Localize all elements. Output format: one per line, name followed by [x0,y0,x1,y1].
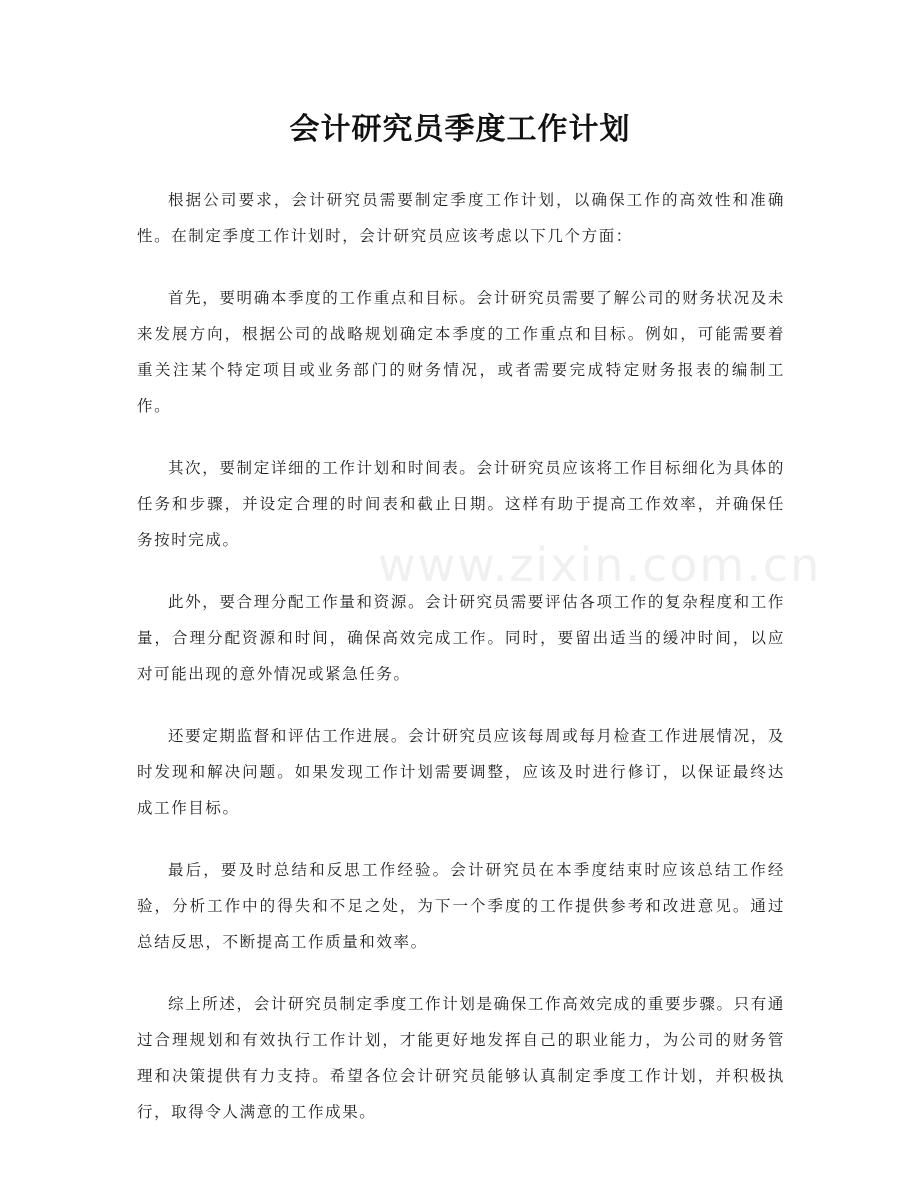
document-body [137,182,785,1156]
watermark: www.zixin.com.cn [378,538,822,592]
page-title: 会计研究员季度工作计划 [289,112,631,147]
paragraph-summary: 综上所述，会计研究员制定季度工作计划是确保工作高效完成的重要步骤。只有通过合理规划和有效执行工作计划，才能更好地发挥自己的职业能力，为公司的财务管理和决策提供有力支持。希望各位会计研究员能够认真制定季度工作计划，并积极执行，取得令人满意的工作成果。 [137,995,785,1121]
paragraph-second: 其次，要制定详细的工作计划和时间表。会计研究员应该将工作目标细化为具体的任务和步骤，并设定合理的时间表和截止日期。这样有助于提高工作效率，并确保任务按时完成。 [137,459,785,549]
paragraph-intro: 根据公司要求，会计研究员需要制定季度工作计划，以确保工作的高效性和准确性。在制定季度工作计划时，会计研究员应该考虑以下几个方面： [137,191,785,245]
paragraph-first: 首先，要明确本季度的工作重点和目标。会计研究员需要了解公司的财务状况及未来发展方向，根据公司的战略规划确定本季度的工作重点和目标。例如，可能需要着重关注某个特定项目或业务部门的财务情况，或者需要完成特定财务报表的编制工作。 [137,289,785,415]
paragraph-fourth: 还要定期监督和评估工作进展。会计研究员应该每周或每月检查工作进展情况，及时发现和解决问题。如果发现工作计划需要调整，应该及时进行修订，以保证最终达成工作目标。 [137,727,785,817]
paragraph-third: 此外，要合理分配工作量和资源。会计研究员需要评估各项工作的复杂程度和工作量，合理分配资源和时间，确保高效完成工作。同时，要留出适当的缓冲时间，以应对可能出现的意外情况或紧急任务。 [137,593,785,683]
paragraph-last: 最后，要及时总结和反思工作经验。会计研究员在本季度结束时应该总结工作经验，分析工作中的得失和不足之处，为下一个季度的工作提供参考和改进意见。通过总结反思，不断提高工作质量和效率。 [137,861,785,951]
